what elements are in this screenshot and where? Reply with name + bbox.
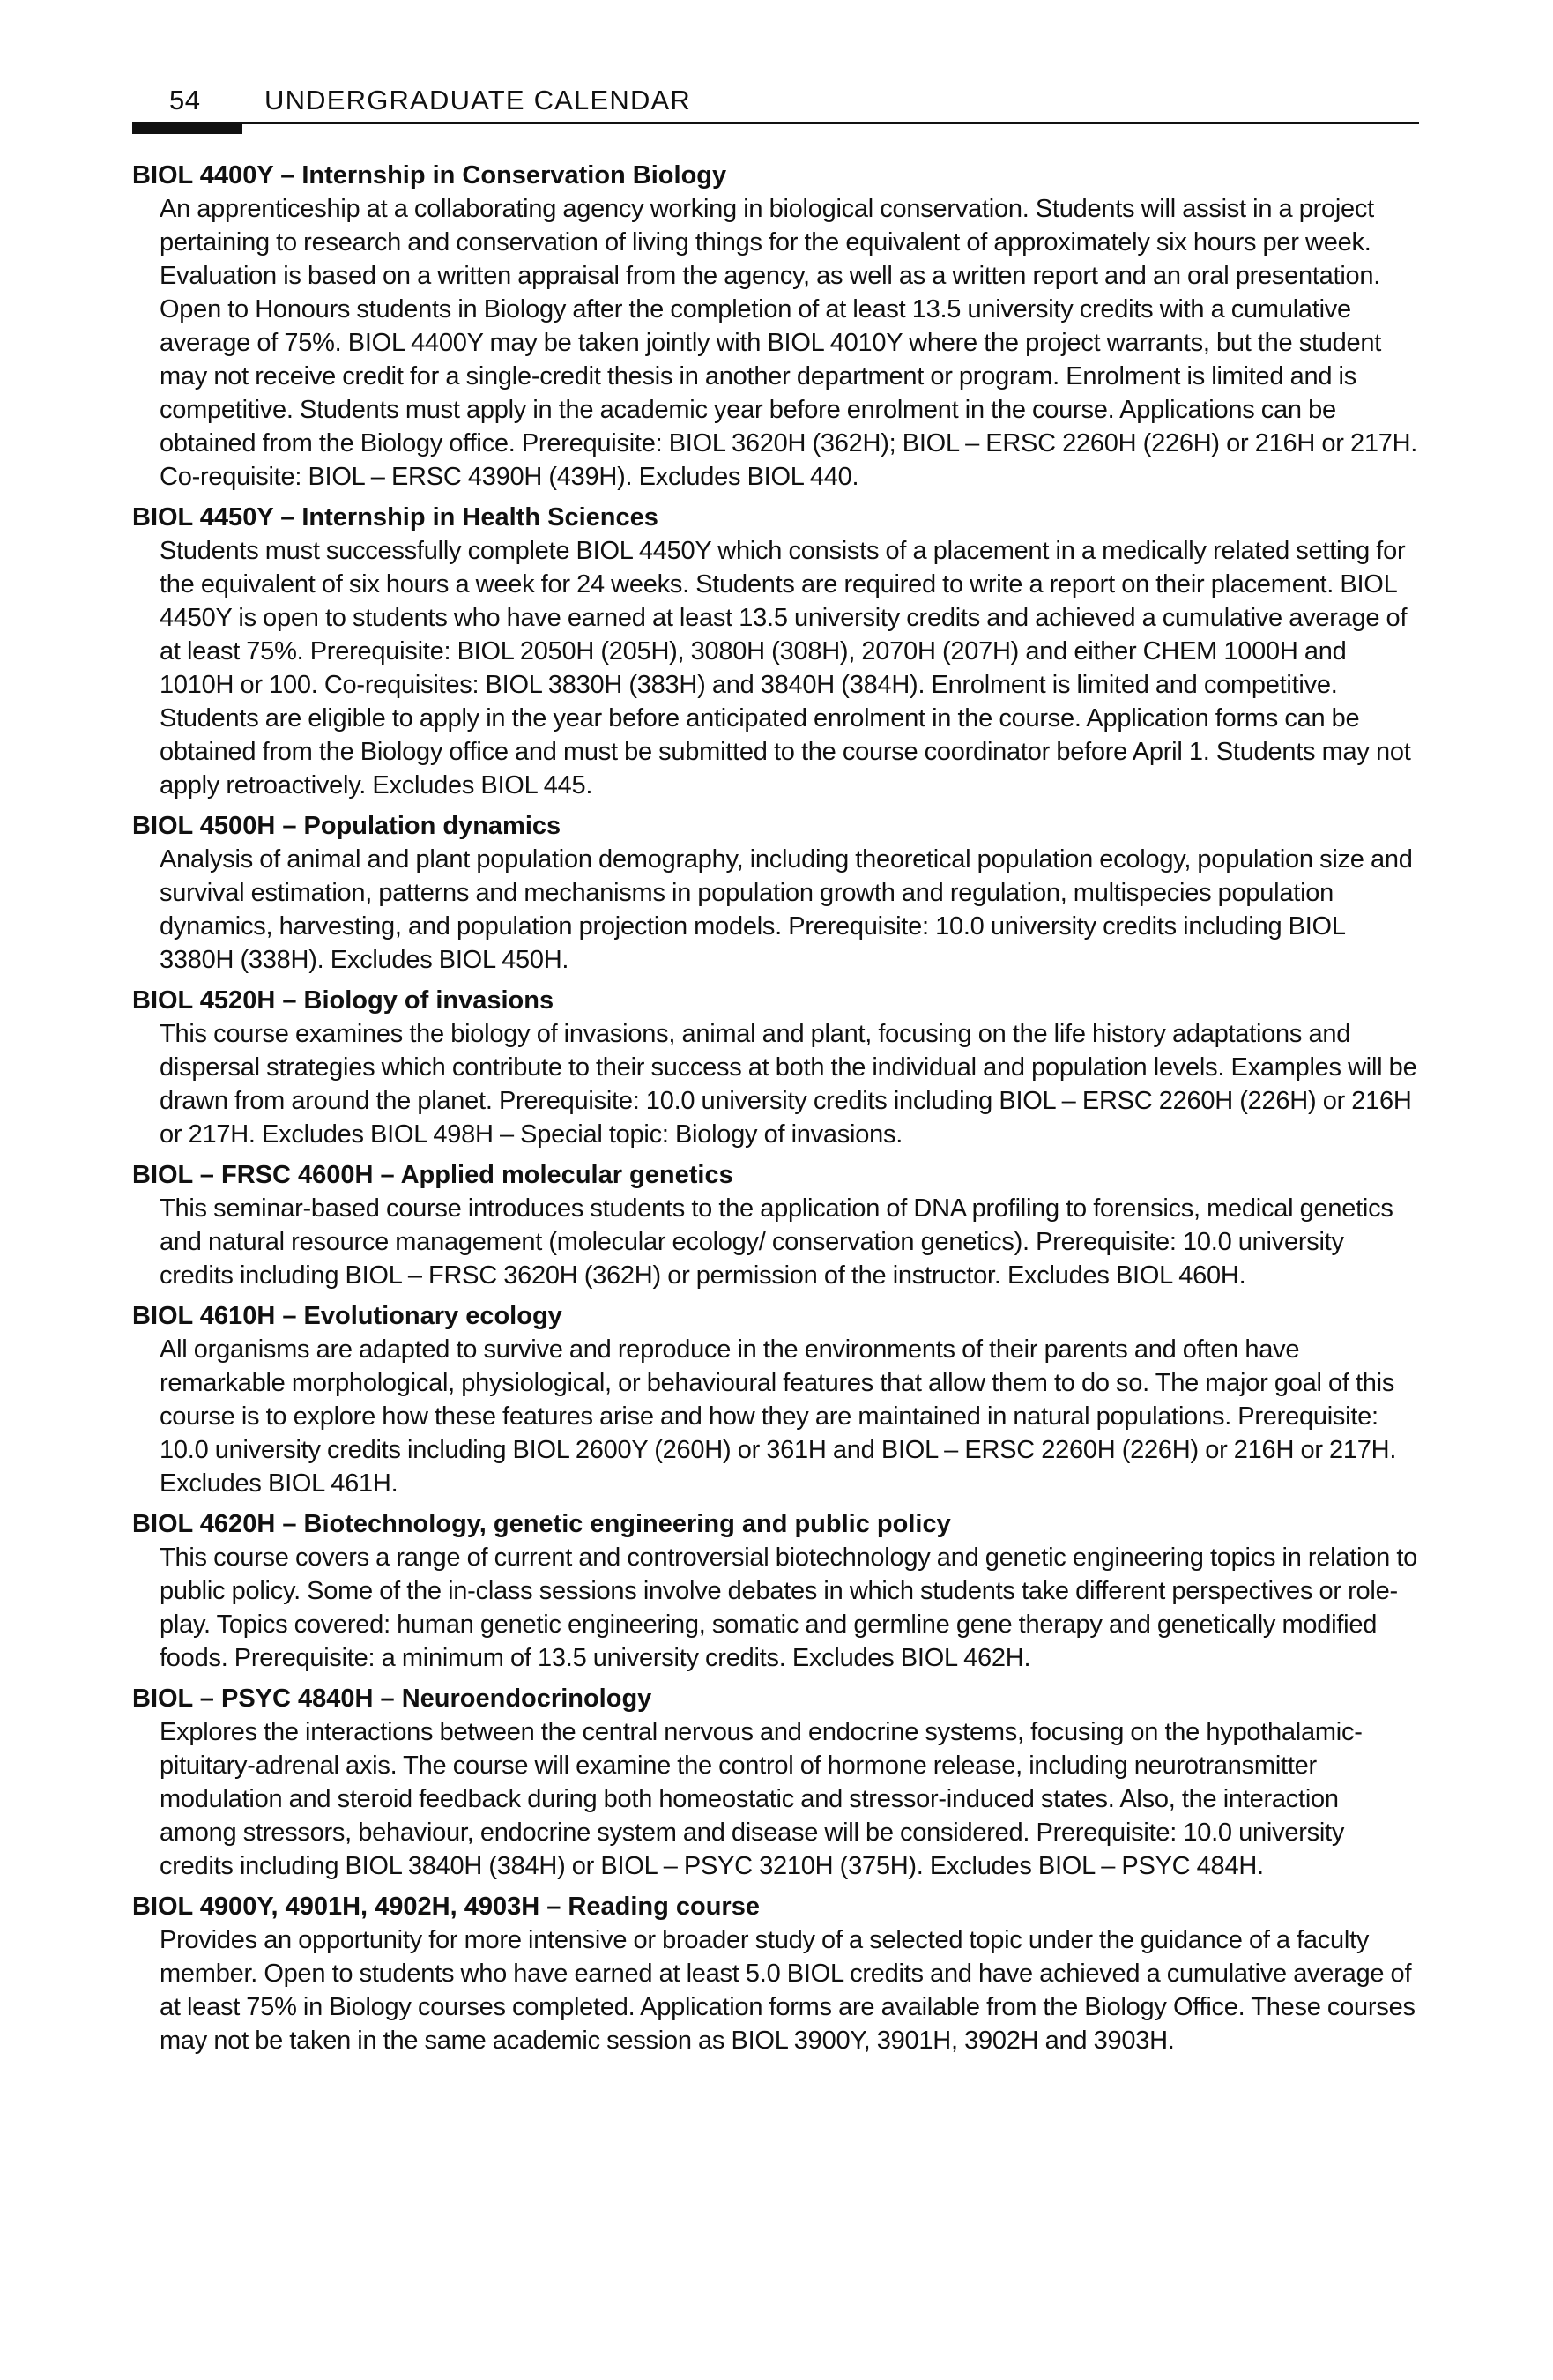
course-title: BIOL 4520H – Biology of invasions <box>132 986 554 1015</box>
header-tab-marker <box>132 122 242 134</box>
page-number: 54 <box>169 85 201 115</box>
course-title: BIOL 4400Y – Internship in Conservation Biology <box>132 161 727 190</box>
course-entry-biol-4450y <box>132 501 1419 802</box>
course-entry-biol-4400y <box>132 159 1419 494</box>
course-entry-biol-4610h <box>132 1299 1419 1500</box>
page-header <box>132 81 1419 127</box>
course-entry-biol-psyc-4840h <box>132 1682 1419 1883</box>
header-rule <box>132 122 1419 124</box>
course-description: Provides an opportunity for more intensive or broader study of a selected topic under the guidance of a faculty member. Open to students who have earned at least 5.0 BIOL credits and have achieved a cumulative average of at least 75% in Biology courses completed. Application forms are available from the Biology Office. These courses may not be taken in the same academic session as BIOL 3900Y, 3901H, 3902H and 3903H. <box>160 1926 1416 2055</box>
course-entry-biol-4520h <box>132 984 1419 1151</box>
course-title: BIOL 4450Y – Internship in Health Sciences <box>132 503 658 532</box>
course-title: BIOL – FRSC 4600H – Applied molecular genetics <box>132 1161 733 1189</box>
course-entry-biol-4500h <box>132 809 1419 977</box>
course-entry-biol-4900y <box>132 1890 1419 2057</box>
course-title: BIOL 4610H – Evolutionary ecology <box>132 1302 562 1330</box>
course-description: An apprenticeship at a collaborating agency working in biological conservation. Students will assist in a project pertaining to research and conservation of living things for the equivalent of approximately six hours per week. Evaluation is based on a written appraisal from the agency, as well as a written report and an oral presentation. Open to Honours students in Biology after the completion of at least 13.5 university credits with a cumulative average of 75%. BIOL 4400Y may be taken jointly with BIOL 4010Y where the project warrants, but the student may not receive credit for a single-credit thesis in another department or program. Enrolment is limited and is competitive. Students must apply in the academic year before enrolment in the course. Applications can be obtained from the Biology office. Prerequisite: BIOL 3620H (362H); BIOL – ERSC 2260H (226H) or 216H or 217H. Co-requisite: BIOL – ERSC 4390H (439H). Excludes BIOL 440. <box>160 195 1418 491</box>
course-entry-biol-frsc-4600h <box>132 1158 1419 1292</box>
course-list <box>132 159 1419 2064</box>
course-entry-biol-4620h <box>132 1507 1419 1675</box>
course-title: BIOL 4500H – Population dynamics <box>132 812 561 840</box>
header-title: UNDERGRADUATE CALENDAR <box>264 85 691 115</box>
course-title: BIOL – PSYC 4840H – Neuroendocrinology <box>132 1685 652 1713</box>
course-description: This course covers a range of current and controversial biotechnology and genetic engineering topics in relation to public policy. Some of the in-class sessions involve debates in which students take different perspectives or role-play. Topics covered: human genetic engineering, somatic and germline gene therapy and genetically modified foods. Prerequisite: a minimum of 13.5 university credits. Excludes BIOL 462H. <box>160 1543 1417 1672</box>
course-description: Students must successfully complete BIOL 4450Y which consists of a placement in a medically related setting for the equivalent of six hours a week for 24 weeks. Students are required to write a report on their placement. BIOL 4450Y is open to students who have earned at least 13.5 university credits and achieved a cumulative average of at least 75%. Prerequisite: BIOL 2050H (205H), 3080H (308H), 2070H (207H) and either CHEM 1000H and 1010H or 100. Co-requisites: BIOL 3830H (383H) and 3840H (384H). Enrolment is limited and competitive. Students are eligible to apply in the year before anticipated enrolment in the course. Application forms can be obtained from the Biology office and must be submitted to the course coordinator before April 1. Students may not apply retroactively. Excludes BIOL 445. <box>160 537 1411 800</box>
course-title: BIOL 4900Y, 4901H, 4902H, 4903H – Reading course <box>132 1893 760 1921</box>
course-description: All organisms are adapted to survive and reproduce in the environments of their parents and often have remarkable morphological, physiological, or behavioural features that allow them to do so. The major goal of this course is to explore how these features arise and how they are maintained in natural populations. Prerequisite: 10.0 university credits including BIOL 2600Y (260H) or 361H and BIOL – ERSC 2260H (226H) or 216H or 217H. Excludes BIOL 461H. <box>160 1335 1397 1498</box>
course-title: BIOL 4620H – Biotechnology, genetic engineering and public policy <box>132 1510 951 1538</box>
course-description: Explores the interactions between the central nervous and endocrine systems, focusing on the hypothalamic-pituitary-adrenal axis. The course will examine the control of hormone release, including neurotransmitter modulation and steroid feedback during both homeostatic and stressor-induced states. Also, the interaction among stressors, behaviour, endocrine system and disease will be considered. Prerequisite: 10.0 university credits including BIOL 3840H (384H) or BIOL – PSYC 3210H (375H). Excludes BIOL – PSYC 484H. <box>160 1718 1363 1880</box>
course-description: Analysis of animal and plant population demography, including theoretical population ecology, population size and survival estimation, patterns and mechanisms in population growth and regulation, multispecies population dynamics, harvesting, and population projection models. Prerequisite: 10.0 university credits including BIOL 3380H (338H). Excludes BIOL 450H. <box>160 845 1413 974</box>
course-description: This course examines the biology of invasions, animal and plant, focusing on the life history adaptations and dispersal strategies which contribute to their success at both the individual and population levels. Examples will be drawn from around the planet. Prerequisite: 10.0 university credits including BIOL – ERSC 2260H (226H) or 216H or 217H. Excludes BIOL 498H – Special topic: Biology of invasions. <box>160 1020 1417 1149</box>
course-description: This seminar-based course introduces students to the application of DNA profiling to forensics, medical genetics and natural resource management (molecular ecology/ conservation genetics). Prerequisite: 10.0 university credits including BIOL – FRSC 3620H (362H) or permission of the instructor. Excludes BIOL 460H. <box>160 1194 1393 1290</box>
